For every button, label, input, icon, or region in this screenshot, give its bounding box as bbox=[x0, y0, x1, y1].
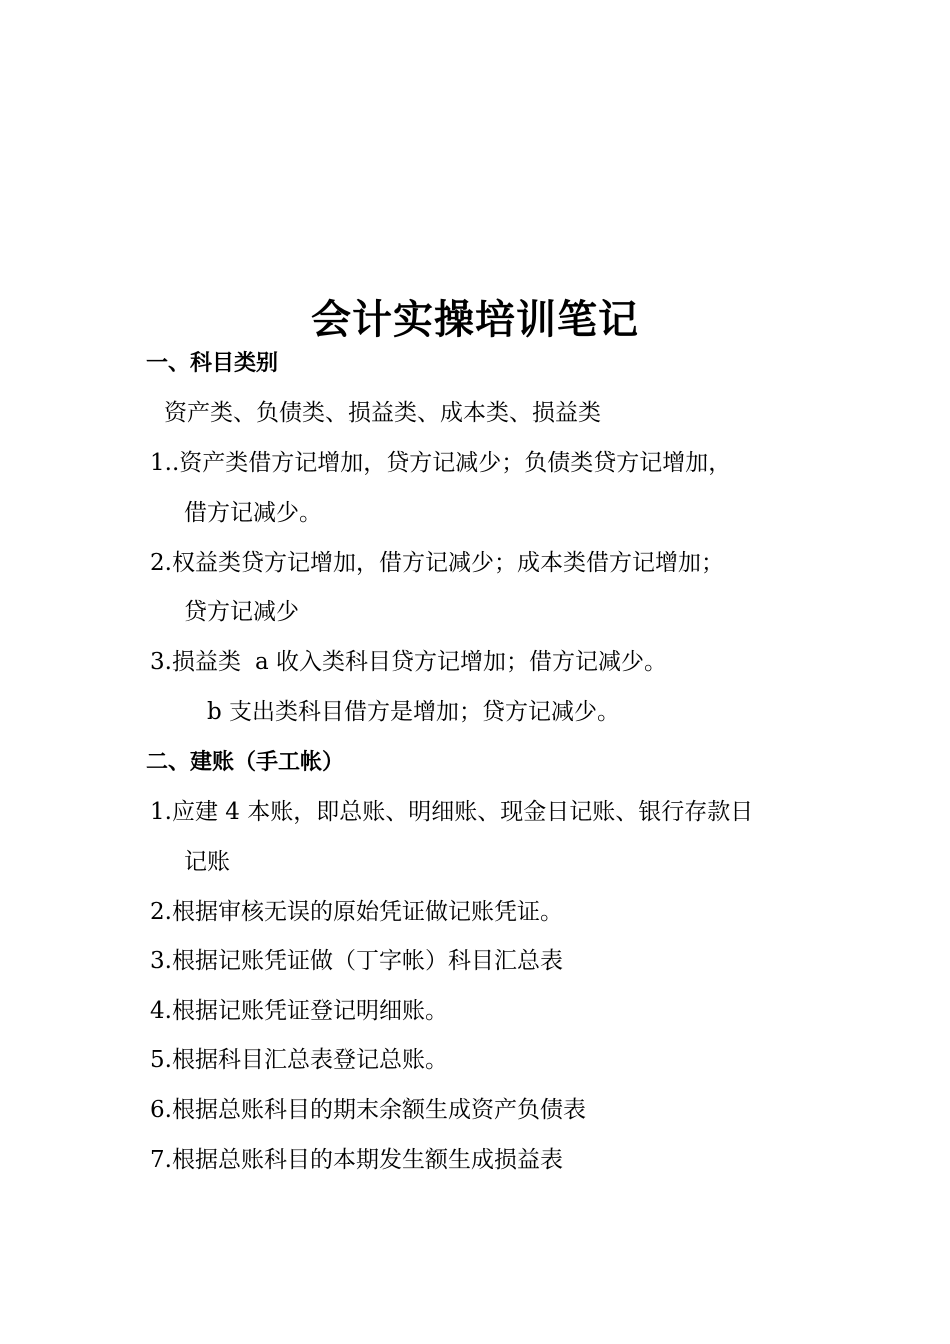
section-2-item-2: 2.根据审核无误的原始凭证做记账凭证。 bbox=[150, 899, 563, 925]
section-1-item-3-income: a 收入类科目贷方记增加；借方记减少。 bbox=[254, 649, 667, 675]
section-1-item-3-prefix: 3.损益类 bbox=[150, 649, 241, 675]
section-2-item-4: 4.根据记账凭证登记明细账。 bbox=[150, 998, 448, 1024]
section-1-categories: 资产类、负债类、损益类、成本类、损益类 bbox=[164, 400, 601, 426]
section-1-item-1-line-2: 借方记减少。 bbox=[184, 500, 322, 526]
section-1-item-1-line-1: 1..资产类借方记增加，贷方记减少；负债类贷方记增加， bbox=[150, 450, 732, 476]
section-2-item-1-line-1: 1.应建 4 本账，即总账、明细账、现金日记账、银行存款日 bbox=[150, 799, 754, 825]
section-2-item-1-line-2: 记账 bbox=[184, 849, 230, 875]
section-1-item-2-line-2: 贷方记减少 bbox=[184, 599, 299, 625]
section-1-heading: 一、科目类别 bbox=[146, 350, 279, 376]
section-2-item-6: 6.根据总账科目的期末余额生成资产负债表 bbox=[150, 1097, 586, 1123]
section-1-item-3-line-2: b 支出类科目借方是增加；贷方记减少。 bbox=[207, 699, 621, 725]
document-title: 会计实操培训笔记 bbox=[311, 296, 639, 343]
section-1-item-3-line-1 bbox=[150, 647, 667, 677]
section-2-item-3: 3.根据记账凭证做（丁字帐）科目汇总表 bbox=[150, 948, 563, 974]
section-2-item-5: 5.根据科目汇总表登记总账。 bbox=[150, 1047, 448, 1073]
section-2-item-7: 7.根据总账科目的本期发生额生成损益表 bbox=[150, 1147, 563, 1173]
section-2-heading: 二、建账（手工帐） bbox=[146, 749, 345, 775]
section-1-item-2-line-1: 2.权益类贷方记增加，借方记减少；成本类借方记增加； bbox=[150, 550, 724, 576]
